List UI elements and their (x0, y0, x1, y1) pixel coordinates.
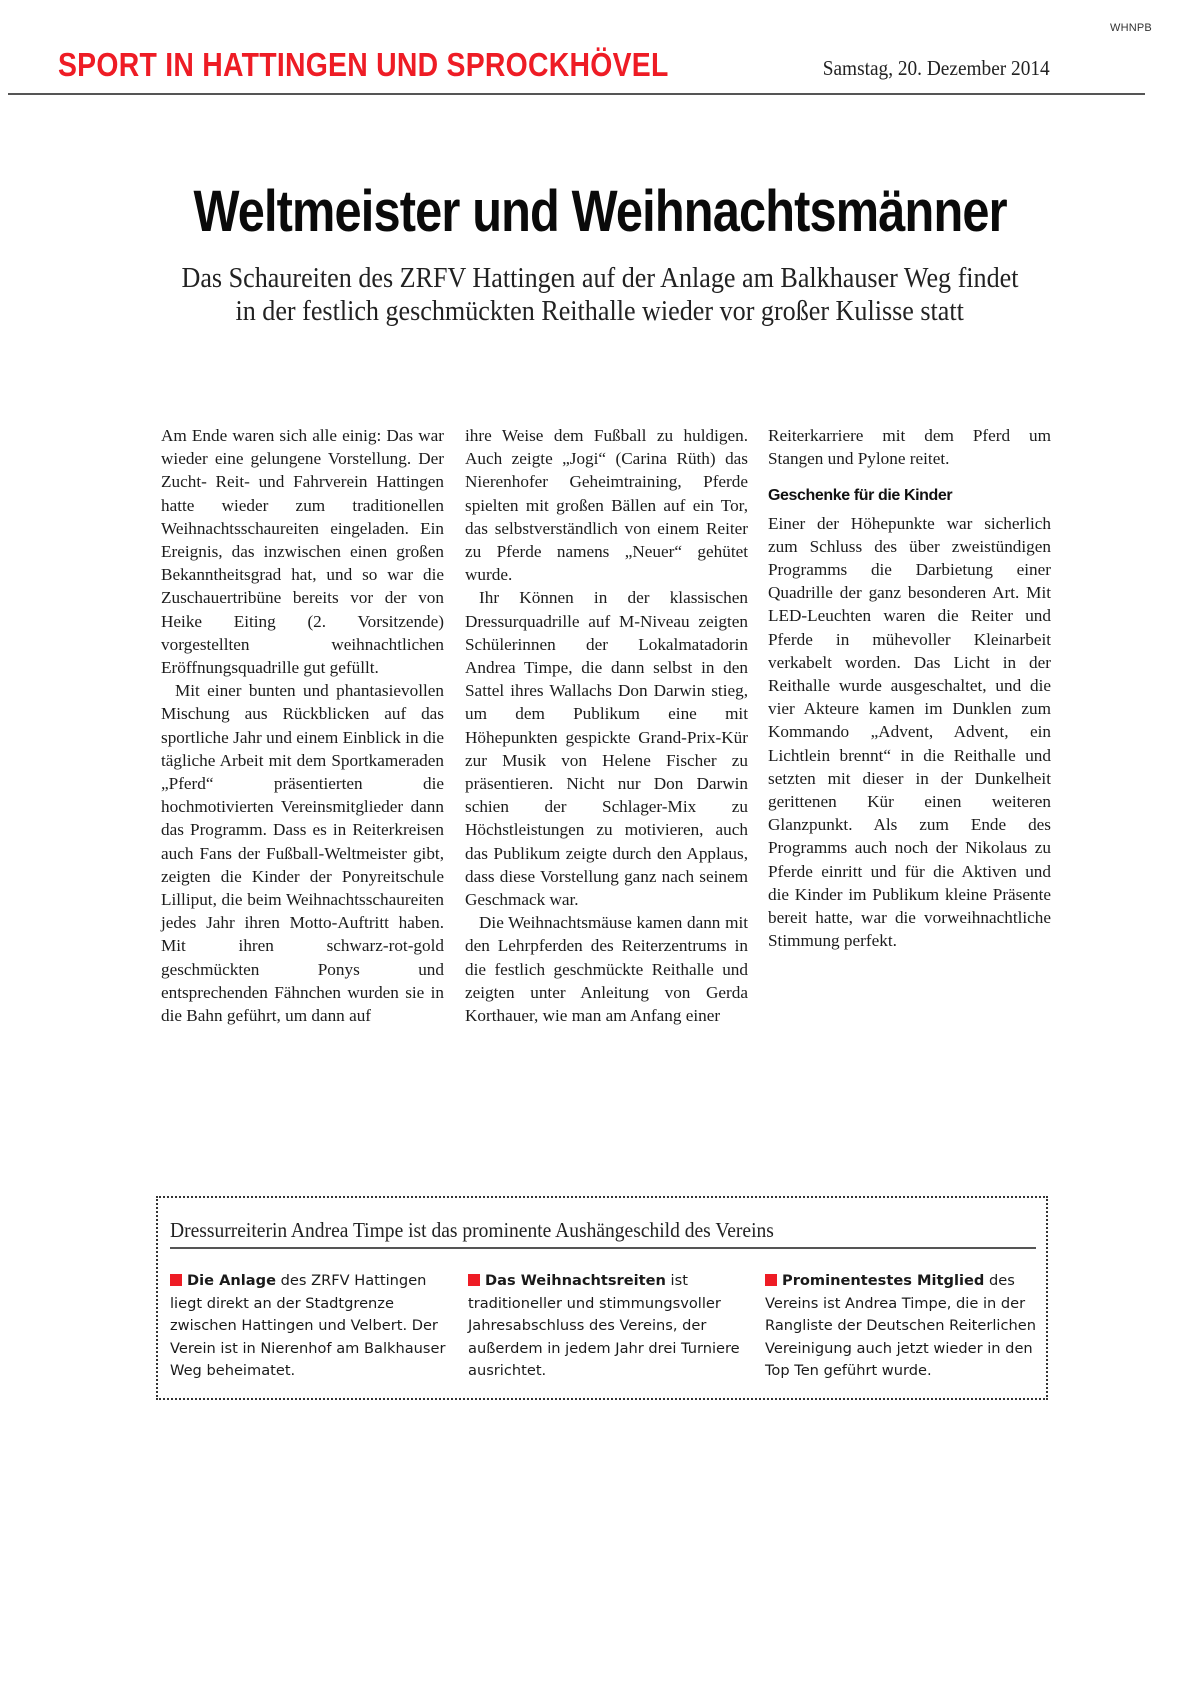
edition-code: WHNPB (1110, 22, 1152, 34)
article-headline (0, 178, 1200, 245)
info-box (156, 1196, 1048, 1400)
body-paragraph: ihre Weise dem Fußball zu huldigen. Auch zeigte „Jogi“ (Carina Rüth) das Nierenhofer Geheimtraining, Pferde spielten mit großen Bällen auf ein Tor, das selbstverständlich von einem Reiter zu Pferde namens „Neuer“ gehütet wurde. (465, 426, 748, 585)
body-paragraph: Reiterkarriere mit dem Pferd um Stangen und Pylone reitet. (768, 426, 1051, 469)
red-square-bullet-icon (765, 1274, 777, 1286)
body-paragraph: Mit einer bunten und phantasievollen Mischung aus Rückblicken auf das sportliche Jahr und einem Einblick in die tägliche Arbeit mit dem Sportkameraden „Pferd“ präsentierten die hochmotivierten Vereinsmitglieder dann das Programm. Dass es in Reiterkreisen auch Fans der Fußball-Weltmeister gibt, zeigten die Kinder der Ponyreitschule Lilliput, die beim Weihnachtsschaureiten jedes Jahr ihren Motto-Auftritt haben. Mit ihren schwarz-rot-gold geschmückten Ponys und entsprechenden Fähnchen wurden sie in die Bahn geführt, um dann auf (161, 681, 444, 1026)
article-subheadline (0, 262, 1200, 328)
publication-date: Samstag, 20. Dezember 2014 (823, 56, 1050, 80)
headline-text: Weltmeister und Weihnachtsmänner (193, 179, 1007, 244)
body-paragraph: Ihr Können in der klassischen Dressurquadrille auf M-Niveau zeigten Schülerinnen der Lokalmatadorin Andrea Timpe, die dann selbst in den Sattel ihres Wallachs Don Darwin stieg, um dem Publikum eine mit Höhepunkten gespickte Grand-Prix-Kür zur Musik von Helene Fischer zu präsentieren. Nicht nur Don Darwin schien der Schlager-Mix zu Höchstleistungen zu motivieren, auch das Publikum zeigte durch den Applaus, dass diese Vorstellung ganz nach seinem Geschmack war. (465, 588, 748, 910)
red-square-bullet-icon (468, 1274, 480, 1286)
info-item (468, 1270, 753, 1383)
info-item-lead: Das Weihnachtsreiten (485, 1272, 666, 1289)
info-item (170, 1270, 455, 1383)
info-item-lead: Die Anlage (187, 1272, 276, 1289)
red-square-bullet-icon (170, 1274, 182, 1286)
article-column-3 (768, 424, 1051, 952)
info-box-title-text: Dressurreiterin Andrea Timpe ist das prominente Aushängeschild des Vereins (170, 1218, 774, 1242)
masthead-divider (8, 93, 1145, 95)
info-item-text: des ZRFV Hattingen liegt direkt an der Stadtgrenze zwischen Hattingen und Velbert. Der Verein ist in Nierenhof am Balkhauser Weg beheimatet. (170, 1272, 446, 1379)
info-box-title (170, 1218, 1036, 1249)
body-paragraph: Am Ende waren sich alle einig: Das war wieder eine gelungene Vorstellung. Der Zucht- Reit- und Fahrverein Hattingen hatte wieder zum traditionellen Weihnachtsschaureiten eingeladen. Ein Ereignis, das inzwischen einen großen Bekanntheitsgrad hat, und so war die Zuschauertribüne bereits vor der von Heike Eiting (2. Vorsitzende) vorgestellten weihnachtlichen Eröffnungsquadrille gut gefüllt. (161, 426, 444, 678)
info-item-lead: Prominentestes Mitglied (782, 1272, 985, 1289)
subheadline-line: in der festlich geschmückten Reithalle wieder vor großer Kulisse statt (235, 295, 965, 327)
article-column-2 (465, 424, 748, 1027)
subheadline-line: Das Schaureiten des ZRFV Hattingen auf der Anlage am Balkhauser Weg findet (181, 262, 1019, 294)
article-column-1 (161, 424, 444, 1027)
body-paragraph: Einer der Höhepunkte war sicherlich zum Schluss des über zweistündigen Programms die Darbietung einer Quadrille der ganz besonderen Art. Mit LED-Leuchten waren die Reiter und Pferde in mühevoller Kleinarbeit verkabelt worden. Das Licht in der Reithalle wurde ausgeschaltet, und die vier Akteure kamen im Dunklen zum Kommando „Advent, Advent, ein Lichtlein brennt“ in die Reithalle und setzten mit dieser in der Dunkelheit gerittenen Kür einen weiteren Glanzpunkt. Als zum Ende des Programms auch noch der Nikolaus zu Pferde einritt und für die Aktiven und die Kinder im Publikum kleine Präsente bereit hatte, war die vorweihnachtliche Stimmung perfekt. (768, 513, 1051, 951)
info-item-text: ist traditioneller und stimmungsvoller Jahresabschluss des Vereins, der außerdem in jedem Jahr drei Turniere ausrichtet. (468, 1272, 740, 1379)
info-item (765, 1270, 1050, 1383)
section-title: SPORT IN HATTINGEN UND SPROCKHÖVEL (58, 46, 669, 83)
info-item-text: des Vereins ist Andrea Timpe, die in der Rangliste der Deutschen Reiterlichen Vereinigung auch jetzt wieder in den Top Ten geführt wurde. (765, 1272, 1036, 1379)
article-subheading: Geschenke für die Kinder (768, 487, 953, 505)
body-paragraph: Die Weihnachtsmäuse kamen dann mit den Lehrpferden des Reiterzentrums in die festlich geschmückte Reithalle und zeigten unter Anleitung von Gerda Korthauer, wie man am Anfang einer (465, 913, 748, 1026)
